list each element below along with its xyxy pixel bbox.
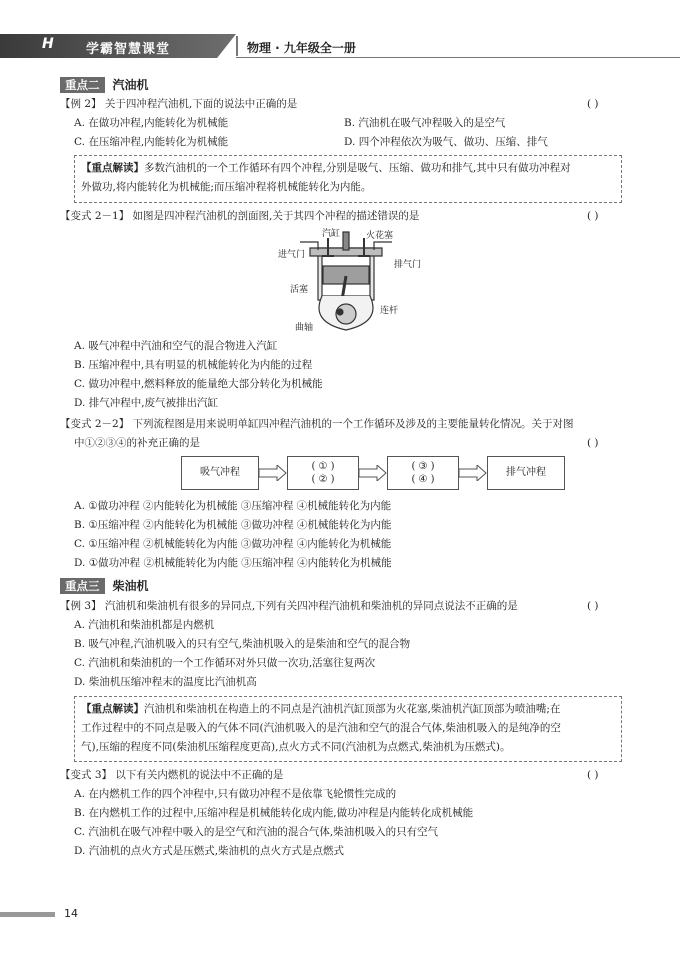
flow-arrow (359, 465, 387, 481)
option-c: C. ①压缩冲程 ②机械能转化为内能 ③做功冲程 ④内能转化为机械能 (74, 538, 392, 550)
page-number: 14 (64, 907, 78, 920)
brand-name: 学霸智慧课堂 (86, 42, 171, 57)
variant-2-2-stem: 【变式 2－2】 下列流程图是用来说明单缸四冲程汽油机的一个工作循环及涉及的主要能量转化情况。关于对图 (60, 418, 574, 430)
logo: H (42, 36, 55, 52)
label-connecting-rod: 连杆 (380, 306, 399, 316)
book-title: 物理 · 九年级全一册 (247, 41, 356, 55)
note-label: 【重点解读】 (81, 703, 144, 715)
section-heading-3 (60, 577, 149, 594)
option-c: C. 汽油机和柴油机的一个工作循环对外只做一次功,活塞往复两次 (74, 657, 376, 669)
option-c: C. 做功冲程中,燃料释放的能量绝大部分转化为机械能 (74, 378, 323, 390)
flow-blank-3: ( ③ ) (411, 461, 435, 472)
header-rule (236, 57, 680, 58)
option-a: A. ①做功冲程 ②内能转化为机械能 ③压缩冲程 ④机械能转化为内能 (74, 500, 392, 512)
flow-box-exhaust: 排气冲程 (487, 456, 565, 490)
option-d: D. ①做功冲程 ②机械能转化为内能 ③压缩冲程 ④内能转化为机械能 (74, 557, 392, 569)
example-2-stem: 【例 2】 关于四冲程汽油机,下面的说法中正确的是 (60, 98, 298, 110)
flow-blank-1: ( ① ) (311, 461, 335, 472)
key-explanation-box (74, 155, 622, 203)
answer-paren: ( ) (587, 600, 599, 612)
option-b: B. 压缩冲程中,具有明显的机械能转化为内能的过程 (74, 359, 313, 371)
note-label: 【重点解读】 (81, 162, 144, 174)
option-c: C. 在压缩冲程,内能转化为机械能 (74, 136, 229, 148)
flow-blank-4: ( ④ ) (411, 474, 435, 485)
flow-arrow (259, 465, 287, 481)
section-tag: 重点三 (60, 578, 105, 594)
option-a: A. 汽油机和柴油机都是内燃机 (74, 619, 215, 631)
page-header (0, 30, 680, 60)
label-cylinder: 汽缸 (322, 229, 341, 239)
section-title: 柴油机 (112, 579, 149, 593)
flow-arrow (459, 465, 487, 481)
option-b: B. 在内燃机工作的过程中,压缩冲程是机械能转化成内能,做功冲程是内能转化成机械能 (74, 807, 474, 819)
variant-2-2-stem-cont: 中①②③④的补充正确的是 (74, 437, 200, 449)
option-d: D. 四个冲程依次为吸气、做功、压缩、排气 (344, 136, 548, 148)
flow-box-intake: 吸气冲程 (181, 456, 259, 490)
header-separator (236, 36, 238, 56)
footer-bar (0, 912, 55, 917)
answer-paren: ( ) (587, 98, 599, 110)
label-intake-valve: 进气门 (278, 250, 306, 260)
option-a: A. 在内燃机工作的四个冲程中,只有做功冲程不是依靠飞轮惯性完成的 (74, 788, 397, 800)
option-d: D. 汽油机的点火方式是压燃式,柴油机的点火方式是点燃式 (74, 845, 345, 857)
answer-paren: ( ) (587, 769, 599, 781)
option-b: B. 吸气冲程,汽油机吸入的只有空气,柴油机吸入的是柴油和空气的混合物 (74, 638, 411, 650)
label-spark-plug: 火花塞 (366, 231, 394, 241)
answer-paren: ( ) (587, 437, 599, 449)
flow-blank-2: ( ② ) (311, 474, 335, 485)
section-heading-2 (60, 76, 149, 93)
note-text: 工作过程中的不同点是吸入的气体不同(汽油机吸入的是汽油和空气的混合气体,柴油机吸入的是纯净的空 (81, 722, 561, 734)
note-text: 气),压缩的程度不同(柴油机压缩程度更高),点火方式不同(汽油机为点燃式,柴油机为压燃式)。 (81, 741, 511, 753)
variant-3-stem: 【变式 3】 以下有关内燃机的说法中不正确的是 (60, 769, 284, 781)
flow-box-3-4 (387, 456, 459, 490)
note-text: 外做功,将内能转化为机械能;而压缩冲程将机械能转化为内能。 (81, 181, 372, 193)
option-a: A. 在做功冲程,内能转化为机械能 (74, 117, 229, 129)
key-explanation-box (74, 696, 622, 762)
flow-box-1-2 (287, 456, 359, 490)
option-b: B. 汽油机在吸气冲程吸入的是空气 (344, 117, 506, 129)
label-exhaust-valve: 排气门 (394, 260, 422, 270)
section-title: 汽油机 (112, 78, 149, 92)
option-a: A. 吸气冲程中汽油和空气的混合物进入汽缸 (74, 340, 278, 352)
option-d: D. 柴油机压缩冲程末的温度比汽油机高 (74, 676, 257, 688)
answer-paren: ( ) (587, 210, 599, 222)
engine-cross-section-diagram (270, 226, 420, 336)
label-piston: 活塞 (290, 285, 309, 295)
label-crankshaft: 曲轴 (295, 323, 314, 333)
option-b: B. ①压缩冲程 ②内能转化为机械能 ③做功冲程 ④机械能转化为内能 (74, 519, 392, 531)
note-text: 多数汽油机的一个工作循环有四个冲程,分别是吸气、压缩、做功和排气,其中只有做功冲程对 (144, 162, 571, 174)
section-tag: 重点二 (60, 77, 105, 93)
variant-2-1-stem: 【变式 2－1】 如图是四冲程汽油机的剖面图,关于其四个冲程的描述错误的是 (60, 210, 420, 222)
note-text: 汽油机和柴油机在构造上的不同点是汽油机汽缸顶部为火花塞,柴油机汽缸顶部为喷油嘴;在 (144, 703, 561, 715)
option-c: C. 汽油机在吸气冲程中吸入的是空气和汽油的混合气体,柴油机吸入的只有空气 (74, 826, 439, 838)
example-3-stem: 【例 3】 汽油机和柴油机有很多的异同点,下列有关四冲程汽油机和柴油机的异同点说法不正确的是 (60, 600, 518, 612)
option-d: D. 排气冲程中,废气被排出汽缸 (74, 397, 219, 409)
